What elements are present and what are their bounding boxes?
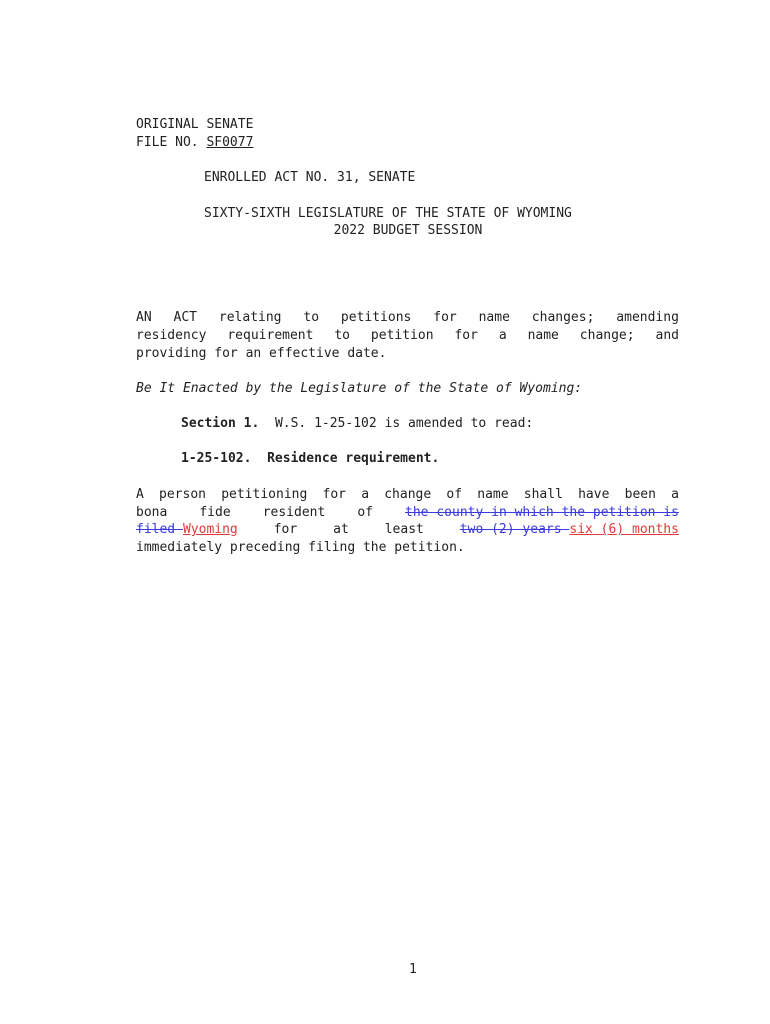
- body-word: been: [624, 487, 656, 502]
- title-word: relating: [218, 310, 282, 325]
- body-word: resident: [262, 505, 326, 520]
- title-word: petition: [370, 328, 434, 343]
- title-word: name: [527, 328, 559, 343]
- deleted-text: the county in which the petition is: [405, 505, 679, 520]
- title-word: ACT: [173, 310, 198, 325]
- body-word: for: [273, 522, 298, 537]
- body-word: A: [136, 487, 144, 502]
- body-word: a: [671, 487, 679, 502]
- file-number-line: [136, 134, 253, 152]
- body-word: least: [384, 522, 424, 537]
- title-word: to: [334, 328, 351, 343]
- body-word: have: [578, 487, 610, 502]
- statute-number: 1-25-102.: [181, 451, 252, 466]
- title-word: to: [303, 310, 320, 325]
- body-word: shall: [523, 487, 563, 502]
- session-label: 2022 BUDGET SESSION: [333, 223, 483, 238]
- enacting-clause: Be It Enacted by the Legislature of the State of Wyoming:: [136, 381, 583, 396]
- title-word: for: [433, 310, 457, 325]
- body-word: a: [361, 487, 370, 502]
- title-word: change;: [579, 328, 635, 343]
- body-word: at: [333, 522, 349, 537]
- body-word: fide: [199, 505, 231, 520]
- statute-heading: Residence requirement.: [267, 451, 440, 466]
- body-line-2: [136, 504, 679, 522]
- legislature-label: SIXTY-SIXTH LEGISLATURE OF THE STATE OF WYOMING: [204, 206, 572, 221]
- title-line-2: [136, 327, 679, 345]
- body-word: of: [357, 505, 373, 520]
- section-text: W.S. 1-25-102 is amended to read:: [274, 416, 534, 431]
- file-no-prefix: FILE NO.: [136, 135, 207, 150]
- body-word: name: [477, 487, 509, 502]
- title-word: petitions: [340, 310, 412, 325]
- title-word: residency: [136, 328, 207, 343]
- title-word: a: [498, 328, 507, 343]
- section-line: [181, 415, 533, 433]
- title-line-3: providing for an effective date.: [136, 346, 387, 361]
- title-word: changes;: [531, 310, 595, 325]
- page-number: 1: [409, 962, 417, 977]
- title-word: AN: [136, 310, 152, 325]
- title-word: for: [454, 328, 478, 343]
- body-word: of: [446, 487, 463, 502]
- body-word: change: [384, 487, 432, 502]
- title-line-1: [136, 309, 679, 327]
- body-line-3: [136, 521, 679, 539]
- file-number: SF0077: [206, 135, 254, 150]
- body-word: person: [159, 487, 206, 502]
- inserted-text: Wyoming: [182, 522, 238, 537]
- body-line-1: [136, 486, 679, 504]
- body-line-4: immediately preceding filing the petition.: [136, 540, 465, 555]
- enrolled-act-label: ENROLLED ACT NO. 31, SENATE: [204, 170, 416, 185]
- section-label: Section 1.: [181, 416, 260, 431]
- amendment-group-2: [460, 521, 679, 539]
- statute-heading-line: [181, 450, 439, 468]
- title-word: name: [478, 310, 510, 325]
- deleted-text: two (2) years: [459, 522, 570, 537]
- body-word: for: [322, 487, 346, 502]
- deleted-text: filed: [136, 522, 183, 537]
- original-senate-label: ORIGINAL SENATE: [136, 117, 254, 132]
- amendment-group-1: [136, 521, 238, 539]
- title-word: and: [655, 328, 679, 343]
- body-word: bona: [136, 505, 168, 520]
- body-word: petitioning: [221, 487, 308, 502]
- title-word: requirement: [227, 328, 314, 343]
- title-word: amending: [616, 310, 679, 325]
- inserted-text: six (6) months: [569, 522, 679, 537]
